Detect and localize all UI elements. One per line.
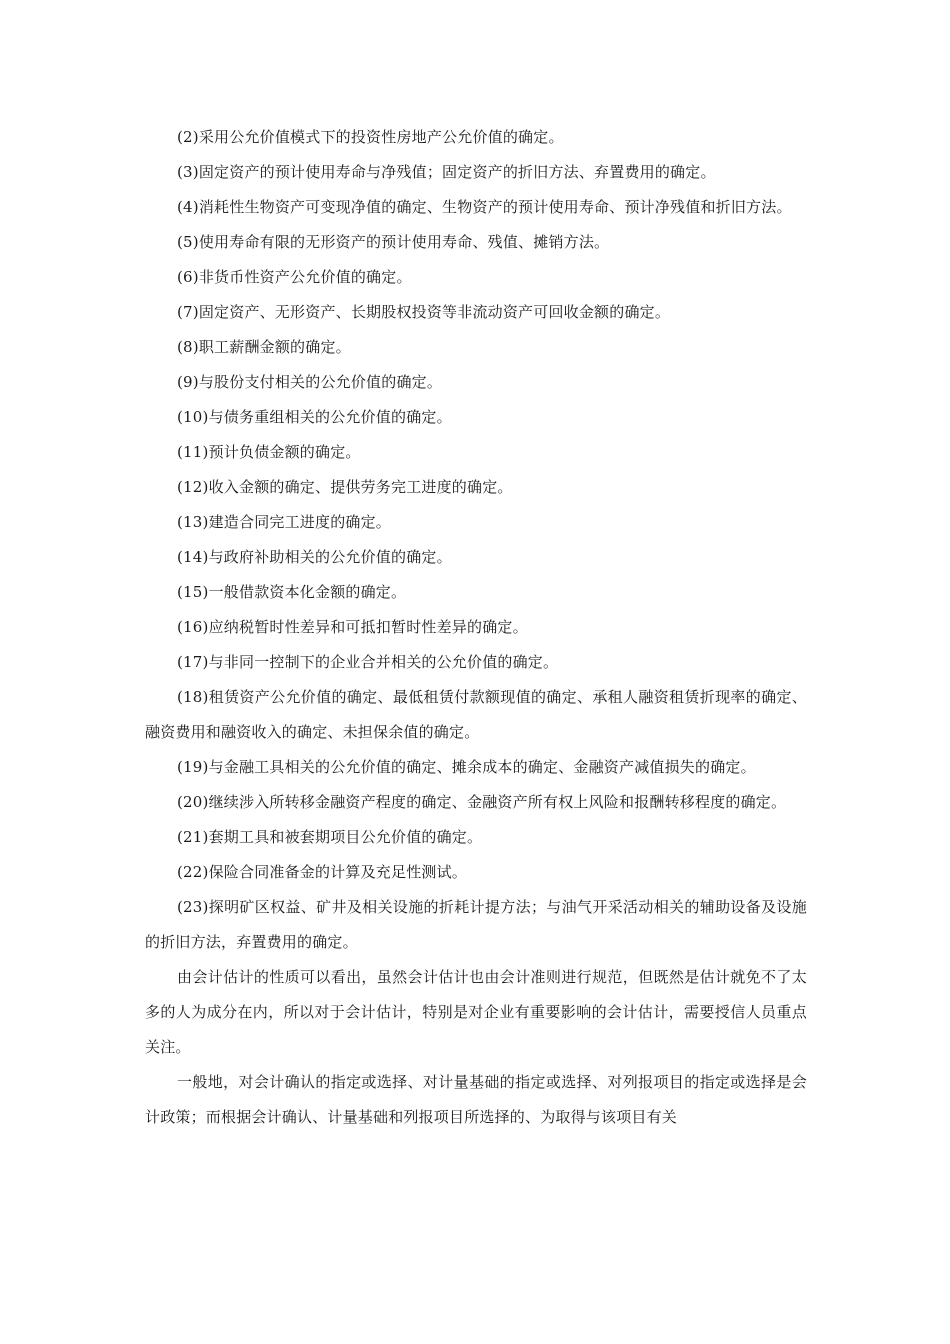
list-item-17: (17)与非同一控制下的企业合并相关的公允价值的确定。 (177, 653, 559, 671)
list-item-9: (9)与股份支付相关的公允价值的确定。 (177, 373, 443, 391)
list-item-10: (10)与债务重组相关的公允价值的确定。 (177, 408, 452, 426)
body-paragraph-estimates: 由会计估计的性质可以看出，虽然会计估计也由会计准则进行规范，但既然是估计就免不了太多的人为成分在内，所以对于会计估计，特别是对企业有重要影响的会计估计，需要授信人员重点关注。 (145, 968, 807, 1056)
document-body (145, 120, 807, 1135)
list-item-13: (13)建造合同完工进度的确定。 (177, 513, 391, 531)
list-item-12: (12)收入金额的确定、提供劳务完工进度的确定。 (177, 478, 513, 496)
list-item-19: (19)与金融工具相关的公允价值的确定、摊余成本的确定、金融资产减值损失的确定。 (177, 758, 756, 776)
list-item-20: (20)继续涉入所转移金融资产程度的确定、金融资产所有权上风险和报酬转移程度的确定。 (177, 793, 787, 811)
list-item-6: (6)非货币性资产公允价值的确定。 (177, 268, 412, 286)
body-paragraph-policy: 一般地，对会计确认的指定或选择、对计量基础的指定或选择、对列报项目的指定或选择是会计政策；而根据会计确认、计量基础和列报项目所选择的、为取得与该项目有关 (145, 1073, 807, 1126)
list-item-15: (15)一般借款资本化金额的确定。 (177, 583, 407, 601)
list-item-18: (18)租赁资产公允价值的确定、最低租赁付款额现值的确定、承租人融资租赁折现率的确定、融资费用和融资收入的确定、未担保余值的确定。 (145, 688, 807, 741)
list-item-7: (7)固定资产、无形资产、长期股权投资等非流动资产可回收金额的确定。 (177, 303, 671, 321)
list-item-16: (16)应纳税暂时性差异和可抵扣暂时性差异的确定。 (177, 618, 528, 636)
list-item-23: (23)探明矿区权益、矿井及相关设施的折耗计提方法；与油气开采活动相关的辅助设备及设施的折旧方法，弃置费用的确定。 (145, 898, 807, 951)
list-item-4: (4)消耗性生物资产可变现净值的确定、生物资产的预计使用寿命、预计净残值和折旧方法。 (177, 198, 792, 216)
list-item-2: (2)采用公允价值模式下的投资性房地产公允价值的确定。 (177, 128, 564, 146)
list-item-21: (21)套期工具和被套期项目公允价值的确定。 (177, 828, 483, 846)
list-item-22: (22)保险合同准备金的计算及充足性测试。 (177, 863, 467, 881)
list-item-8: (8)职工薪酬金额的确定。 (177, 338, 351, 356)
list-item-14: (14)与政府补助相关的公允价值的确定。 (177, 548, 452, 566)
list-item-3: (3)固定资产的预计使用寿命与净残值；固定资产的折旧方法、弃置费用的确定。 (177, 163, 716, 181)
list-item-11: (11)预计负债金额的确定。 (177, 443, 361, 461)
list-item-5: (5)使用寿命有限的无形资产的预计使用寿命、残值、摊销方法。 (177, 233, 610, 251)
